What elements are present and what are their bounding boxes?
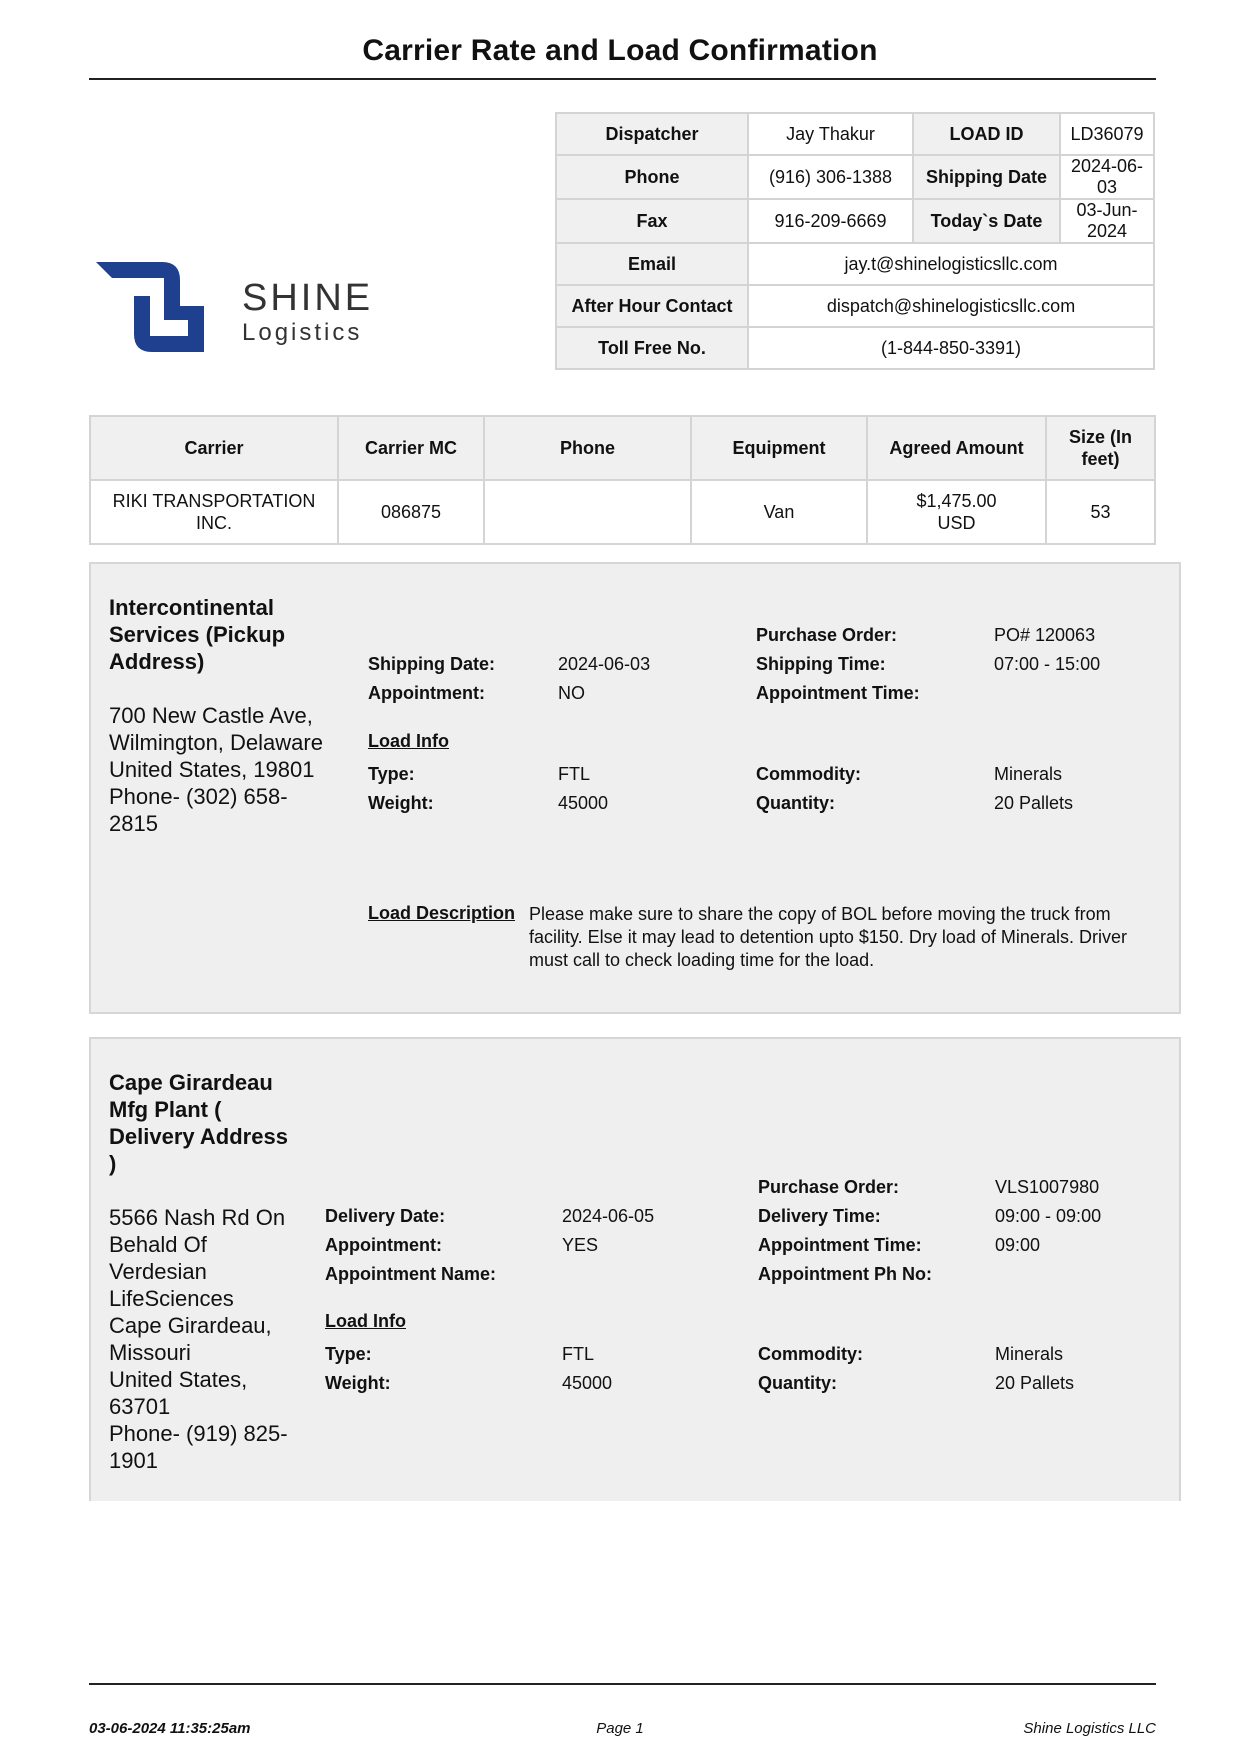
fax-label: Fax (556, 199, 748, 243)
logo-word-shine: SHINE (242, 277, 374, 319)
load-description-text (529, 903, 1169, 972)
delivery-time-label: Delivery Time: (758, 1206, 881, 1226)
amount-value: $1,475.00 (916, 491, 997, 511)
delivery-address-line: Behald Of (109, 1232, 207, 1257)
pickup-quantity-value: 20 Pallets (994, 793, 1074, 813)
pickup-address-line: United States, 19801 (109, 757, 315, 782)
carrier-table (89, 415, 1156, 545)
delivery-po-value: VLS1007980 (995, 1177, 1100, 1197)
pickup-address-line: Phone- (302) 658- (109, 784, 288, 809)
delivery-type-label: Type: (325, 1344, 372, 1364)
logo-word-logistics: Logistics (242, 319, 363, 346)
pickup-appointment-value: NO (558, 683, 585, 703)
delivery-appointment-ph-label: Appointment Ph No: (758, 1264, 932, 1284)
pickup-shipping-time-label: Shipping Time: (756, 654, 886, 674)
delivery-name (109, 1069, 288, 1177)
delivery-quantity-label: Quantity: (758, 1373, 837, 1393)
delivery-date-value: 2024-06-05 (562, 1206, 655, 1226)
delivery-appointment-time-label: Appointment Time: (758, 1235, 922, 1255)
pickup-shipping-date-label: Shipping Date: (368, 654, 495, 674)
pickup-appointment-time-label: Appointment Time: (756, 683, 920, 703)
delivery-address-line: United States, (109, 1367, 248, 1392)
dispatcher-info-table (555, 112, 1155, 370)
pickup-address-line: 2815 (109, 811, 158, 836)
dispatcher-value: Jay Thakur (748, 113, 913, 155)
table-row (556, 113, 1154, 155)
delivery-appointment-label: Appointment: (325, 1235, 442, 1255)
footer-company: Shine Logistics LLC (1023, 1720, 1156, 1737)
delivery-quantity-value: 20 Pallets (995, 1373, 1075, 1393)
toll-free-value: (1-844-850-3391) (748, 327, 1154, 369)
pickup-quantity-label: Quantity: (756, 793, 835, 813)
delivery-name-line: Mfg Plant ( (109, 1097, 222, 1122)
phone-value: (916) 306-1388 (748, 155, 913, 199)
delivery-weight-value: 45000 (562, 1373, 613, 1393)
header-agreed-amount: Agreed Amount (867, 416, 1046, 480)
equipment: Van (691, 480, 867, 544)
email-label: Email (556, 243, 748, 285)
load-description-line: facility. Else it may lead to detention upto $150. Dry load of Minerals. Driver (529, 927, 1127, 947)
table-row (556, 327, 1154, 369)
load-description-heading: Load Description (368, 903, 516, 923)
pickup-appointment-label: Appointment: (368, 683, 485, 703)
footer-page-number: Page 1 (596, 1720, 644, 1737)
pickup-name-line: Intercontinental (109, 595, 275, 620)
delivery-address-line: Cape Girardeau, (109, 1313, 272, 1338)
delivery-type-value: FTL (562, 1344, 595, 1364)
carrier-mc: 086875 (338, 480, 484, 544)
load-description-line: must call to check loading time for the load. (529, 950, 875, 970)
phone-label: Phone (556, 155, 748, 199)
carrier-name (90, 480, 338, 544)
load-id-value: LD36079 (1060, 113, 1154, 155)
after-hour-contact-value[interactable]: dispatch@shinelogisticsllc.com (748, 285, 1154, 327)
company-logo (92, 258, 392, 358)
header-equipment: Equipment (691, 416, 867, 480)
pickup-commodity-value: Minerals (994, 764, 1063, 784)
page-title: Carrier Rate and Load Confirmation (362, 34, 878, 67)
delivery-time-value: 09:00 - 09:00 (995, 1206, 1102, 1226)
delivery-appointment-name-label: Appointment Name: (325, 1264, 496, 1284)
load-id-label: LOAD ID (913, 113, 1060, 155)
delivery-address-line: 1901 (109, 1448, 158, 1473)
load-description-line: Please make sure to share the copy of BOL before moving the truck from (529, 904, 1111, 924)
pickup-address-line: 700 New Castle Ave, (109, 703, 313, 728)
pickup-weight-label: Weight: (368, 793, 434, 813)
header-carrier-mc: Carrier MC (338, 416, 484, 480)
table-row (90, 480, 1155, 544)
header-size: Size (In feet) (1046, 416, 1155, 480)
todays-date-value: 03-Jun-2024 (1060, 199, 1154, 243)
pickup-name-line: Address) (109, 649, 205, 674)
pickup-name (109, 594, 285, 675)
pickup-po-value: PO# 120063 (994, 625, 1096, 645)
delivery-appointment-time-value: 09:00 (995, 1235, 1041, 1255)
dispatcher-label: Dispatcher (556, 113, 748, 155)
footer-timestamp: 03-06-2024 11:35:25am (89, 1720, 251, 1737)
table-row (556, 243, 1154, 285)
delivery-appointment-value: YES (562, 1235, 599, 1255)
delivery-name-line: Delivery Address (109, 1124, 288, 1149)
pickup-shipping-date-value: 2024-06-03 (558, 654, 651, 674)
table-row (556, 285, 1154, 327)
pickup-weight-value: 45000 (558, 793, 609, 813)
shipping-date-value: 2024-06-03 (1060, 155, 1154, 199)
delivery-name-line: Cape Girardeau (109, 1070, 273, 1095)
header-phone: Phone (484, 416, 691, 480)
delivery-address-line: 5566 Nash Rd On (109, 1205, 286, 1230)
shipping-date-label: Shipping Date (913, 155, 1060, 199)
delivery-weight-label: Weight: (325, 1373, 391, 1393)
amount-currency: USD (937, 513, 976, 533)
pickup-po-label: Purchase Order: (756, 625, 898, 645)
delivery-address-line: 63701 (109, 1394, 171, 1419)
pickup-commodity-label: Commodity: (756, 764, 861, 784)
delivery-commodity-label: Commodity: (758, 1344, 863, 1364)
pickup-type-label: Type: (368, 764, 415, 784)
delivery-po-label: Purchase Order: (758, 1177, 900, 1197)
email-value[interactable]: jay.t@shinelogisticsllc.com (748, 243, 1154, 285)
pickup-address (109, 702, 323, 837)
table-header-row (90, 416, 1155, 480)
pickup-type-value: FTL (558, 764, 591, 784)
pickup-load-info-heading: Load Info (368, 731, 449, 751)
table-row (556, 199, 1154, 243)
delivery-load-info-heading: Load Info (325, 1311, 406, 1331)
carrier-name-line: INC. (196, 513, 232, 533)
pickup-shipping-time-value: 07:00 - 15:00 (994, 654, 1101, 674)
after-hour-contact-label: After Hour Contact (556, 285, 748, 327)
pickup-name-line: Services (Pickup (109, 622, 286, 647)
delivery-address-line: Missouri (109, 1340, 191, 1365)
carrier-name-line: RIKI TRANSPORTATION (112, 491, 316, 511)
delivery-name-line: ) (109, 1151, 117, 1176)
agreed-amount (867, 480, 1046, 544)
carrier-phone (484, 480, 691, 544)
toll-free-label: Toll Free No. (556, 327, 748, 369)
delivery-address-line: Verdesian (109, 1259, 207, 1284)
size: 53 (1046, 480, 1155, 544)
delivery-address-line: Phone- (919) 825- (109, 1421, 288, 1446)
header-carrier: Carrier (90, 416, 338, 480)
footer-divider (89, 1683, 1156, 1685)
delivery-address (109, 1204, 288, 1474)
delivery-address-line: LifeSciences (109, 1286, 234, 1311)
pickup-address-line: Wilmington, Delaware (109, 730, 323, 755)
table-row (556, 155, 1154, 199)
todays-date-label: Today`s Date (913, 199, 1060, 243)
title-divider (89, 78, 1156, 80)
fax-value: 916-209-6669 (748, 199, 913, 243)
delivery-commodity-value: Minerals (995, 1344, 1064, 1364)
delivery-date-label: Delivery Date: (325, 1206, 446, 1226)
